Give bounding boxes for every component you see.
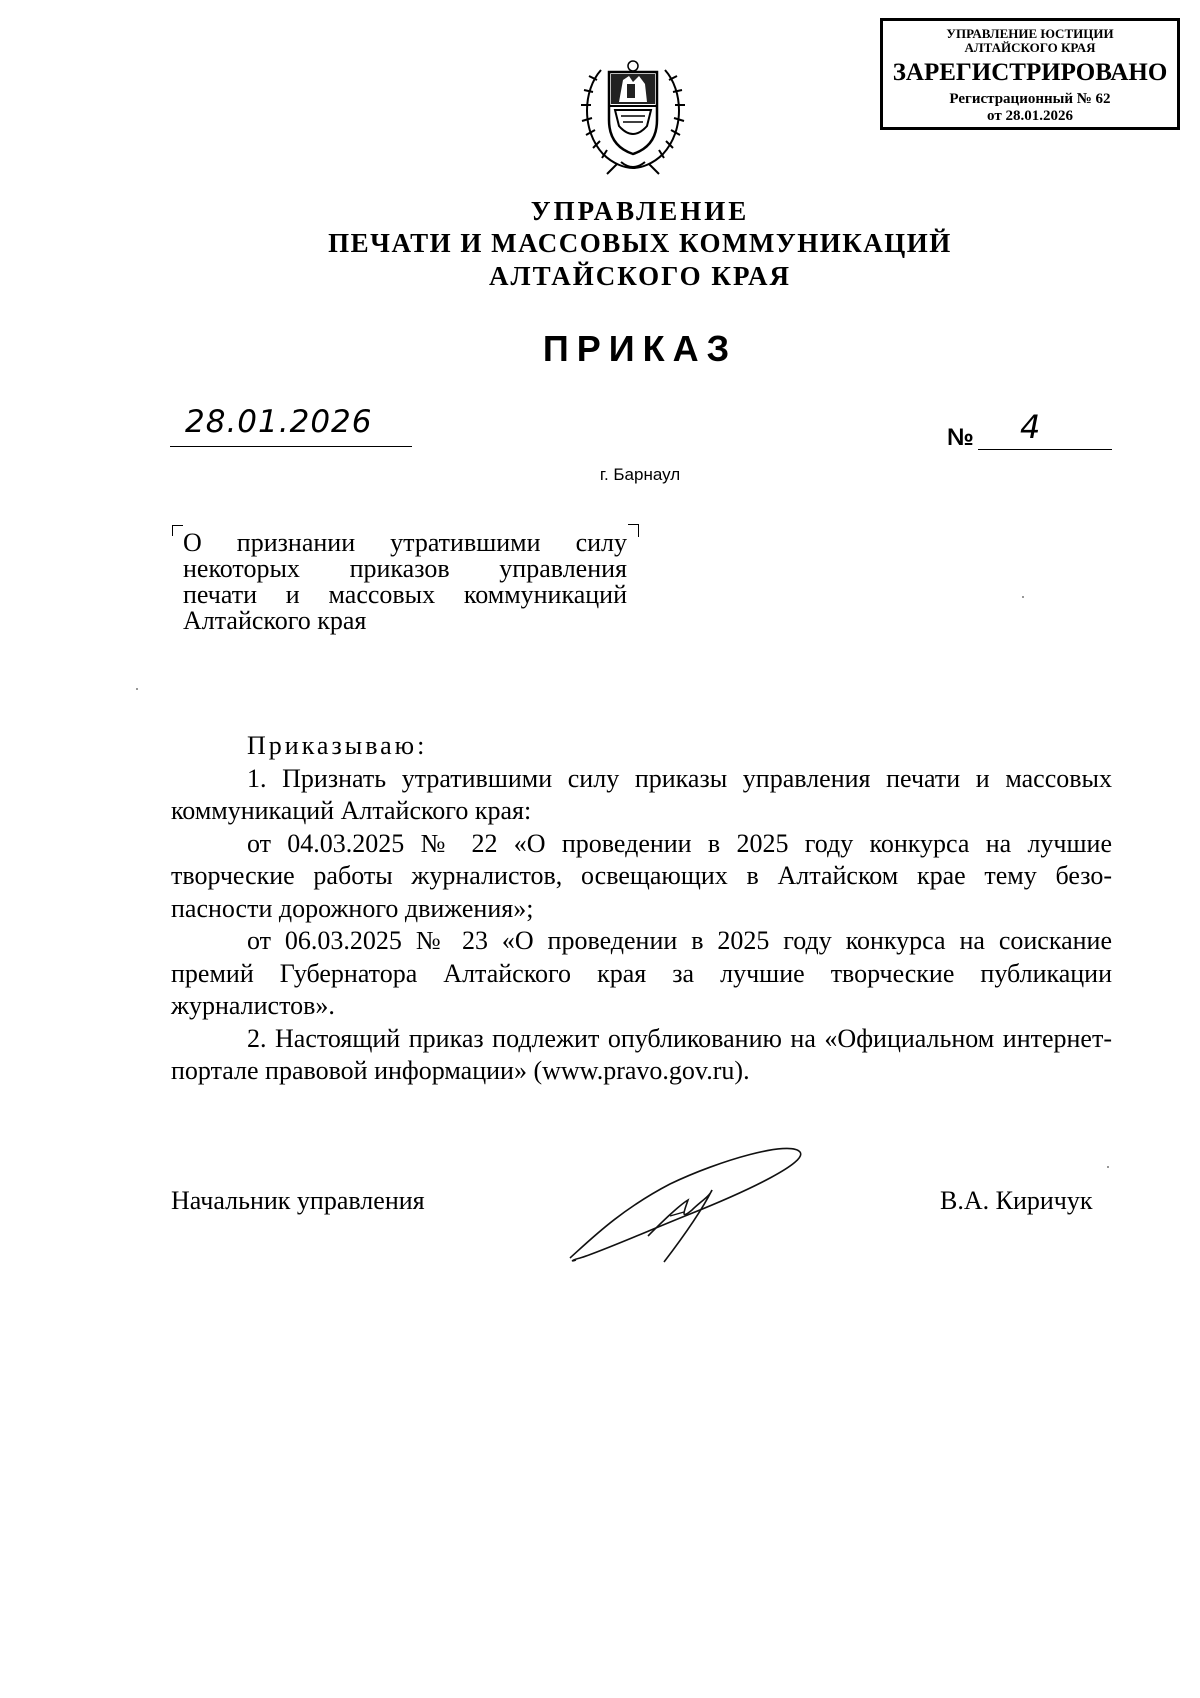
document-city: г. Барнаул bbox=[599, 465, 681, 484]
stamp-status: ЗАРЕГИСТРИРОВАНО bbox=[892, 59, 1168, 86]
document-date: 28.01.2026 bbox=[185, 404, 373, 440]
document-number-label: № bbox=[947, 424, 974, 451]
scan-speck bbox=[136, 688, 138, 690]
altai-krai-coat-of-arms-icon bbox=[573, 50, 693, 178]
number-underline bbox=[978, 449, 1112, 450]
handwritten-signature bbox=[560, 1140, 820, 1270]
stamp-reg-date: от 28.01.2026 bbox=[987, 108, 1073, 124]
header-line-1: УПРАВЛЕНИЕ bbox=[530, 196, 750, 226]
body-lead: Приказываю: bbox=[247, 731, 428, 760]
subject-line: О признании утратившими силу bbox=[183, 528, 627, 557]
body-order-b: от 06.03.2025 № 23 «О проведении в 2025 году конкурса на соискание премий Губернатора Алтайского края за лучшие творческие публикации журналистов». bbox=[171, 926, 1112, 1020]
body-item-2: 2. Настоящий приказ подлежит опубликованию на «Официальном интернет-портале правовой информации» (www.pravo.gov.ru). bbox=[171, 1023, 1112, 1085]
subject-line: печати и массовых коммуникаций bbox=[183, 580, 627, 609]
body-order-a: от 04.03.2025 № 22 «О проведении в 2025 году конкурса на лучшие творческие работы журналистов, освещающих в Алтайском крае тему безо-пасности дорожного движения»; bbox=[171, 828, 1112, 923]
stamp-reg-number: Регистрационный № 62 bbox=[949, 91, 1111, 107]
registration-stamp bbox=[880, 18, 1180, 130]
document-body bbox=[171, 730, 1112, 1088]
header-line-2: ПЕЧАТИ И МАССОВЫХ КОММУНИКАЦИЙ bbox=[328, 228, 952, 258]
subject-line: некоторых приказов управления bbox=[183, 554, 627, 583]
signatory-name: В.А. Киричук bbox=[940, 1186, 1093, 1215]
signatory-position: Начальник управления bbox=[171, 1186, 425, 1215]
subject-corner-right bbox=[628, 524, 639, 537]
scan-speck bbox=[1022, 596, 1024, 598]
document-number: 4 bbox=[1020, 408, 1041, 446]
stamp-authority-line1: УПРАВЛЕНИЕ ЮСТИЦИИ bbox=[946, 26, 1114, 41]
stamp-authority-line2: АЛТАЙСКОГО КРАЯ bbox=[964, 40, 1096, 55]
document-subject bbox=[183, 530, 627, 634]
subject-corner-left bbox=[172, 525, 183, 536]
scan-speck bbox=[1107, 1166, 1109, 1168]
subject-line: Алтайского края bbox=[183, 606, 367, 635]
date-underline bbox=[170, 446, 412, 447]
header-line-3: АЛТАЙСКОГО КРАЯ bbox=[488, 261, 792, 291]
document-type-title: ПРИКАЗ bbox=[542, 328, 738, 369]
body-item-1: 1. Признать утратившими силу приказы управления печати и массовых коммуникаций Алтайского края: bbox=[171, 763, 1112, 825]
